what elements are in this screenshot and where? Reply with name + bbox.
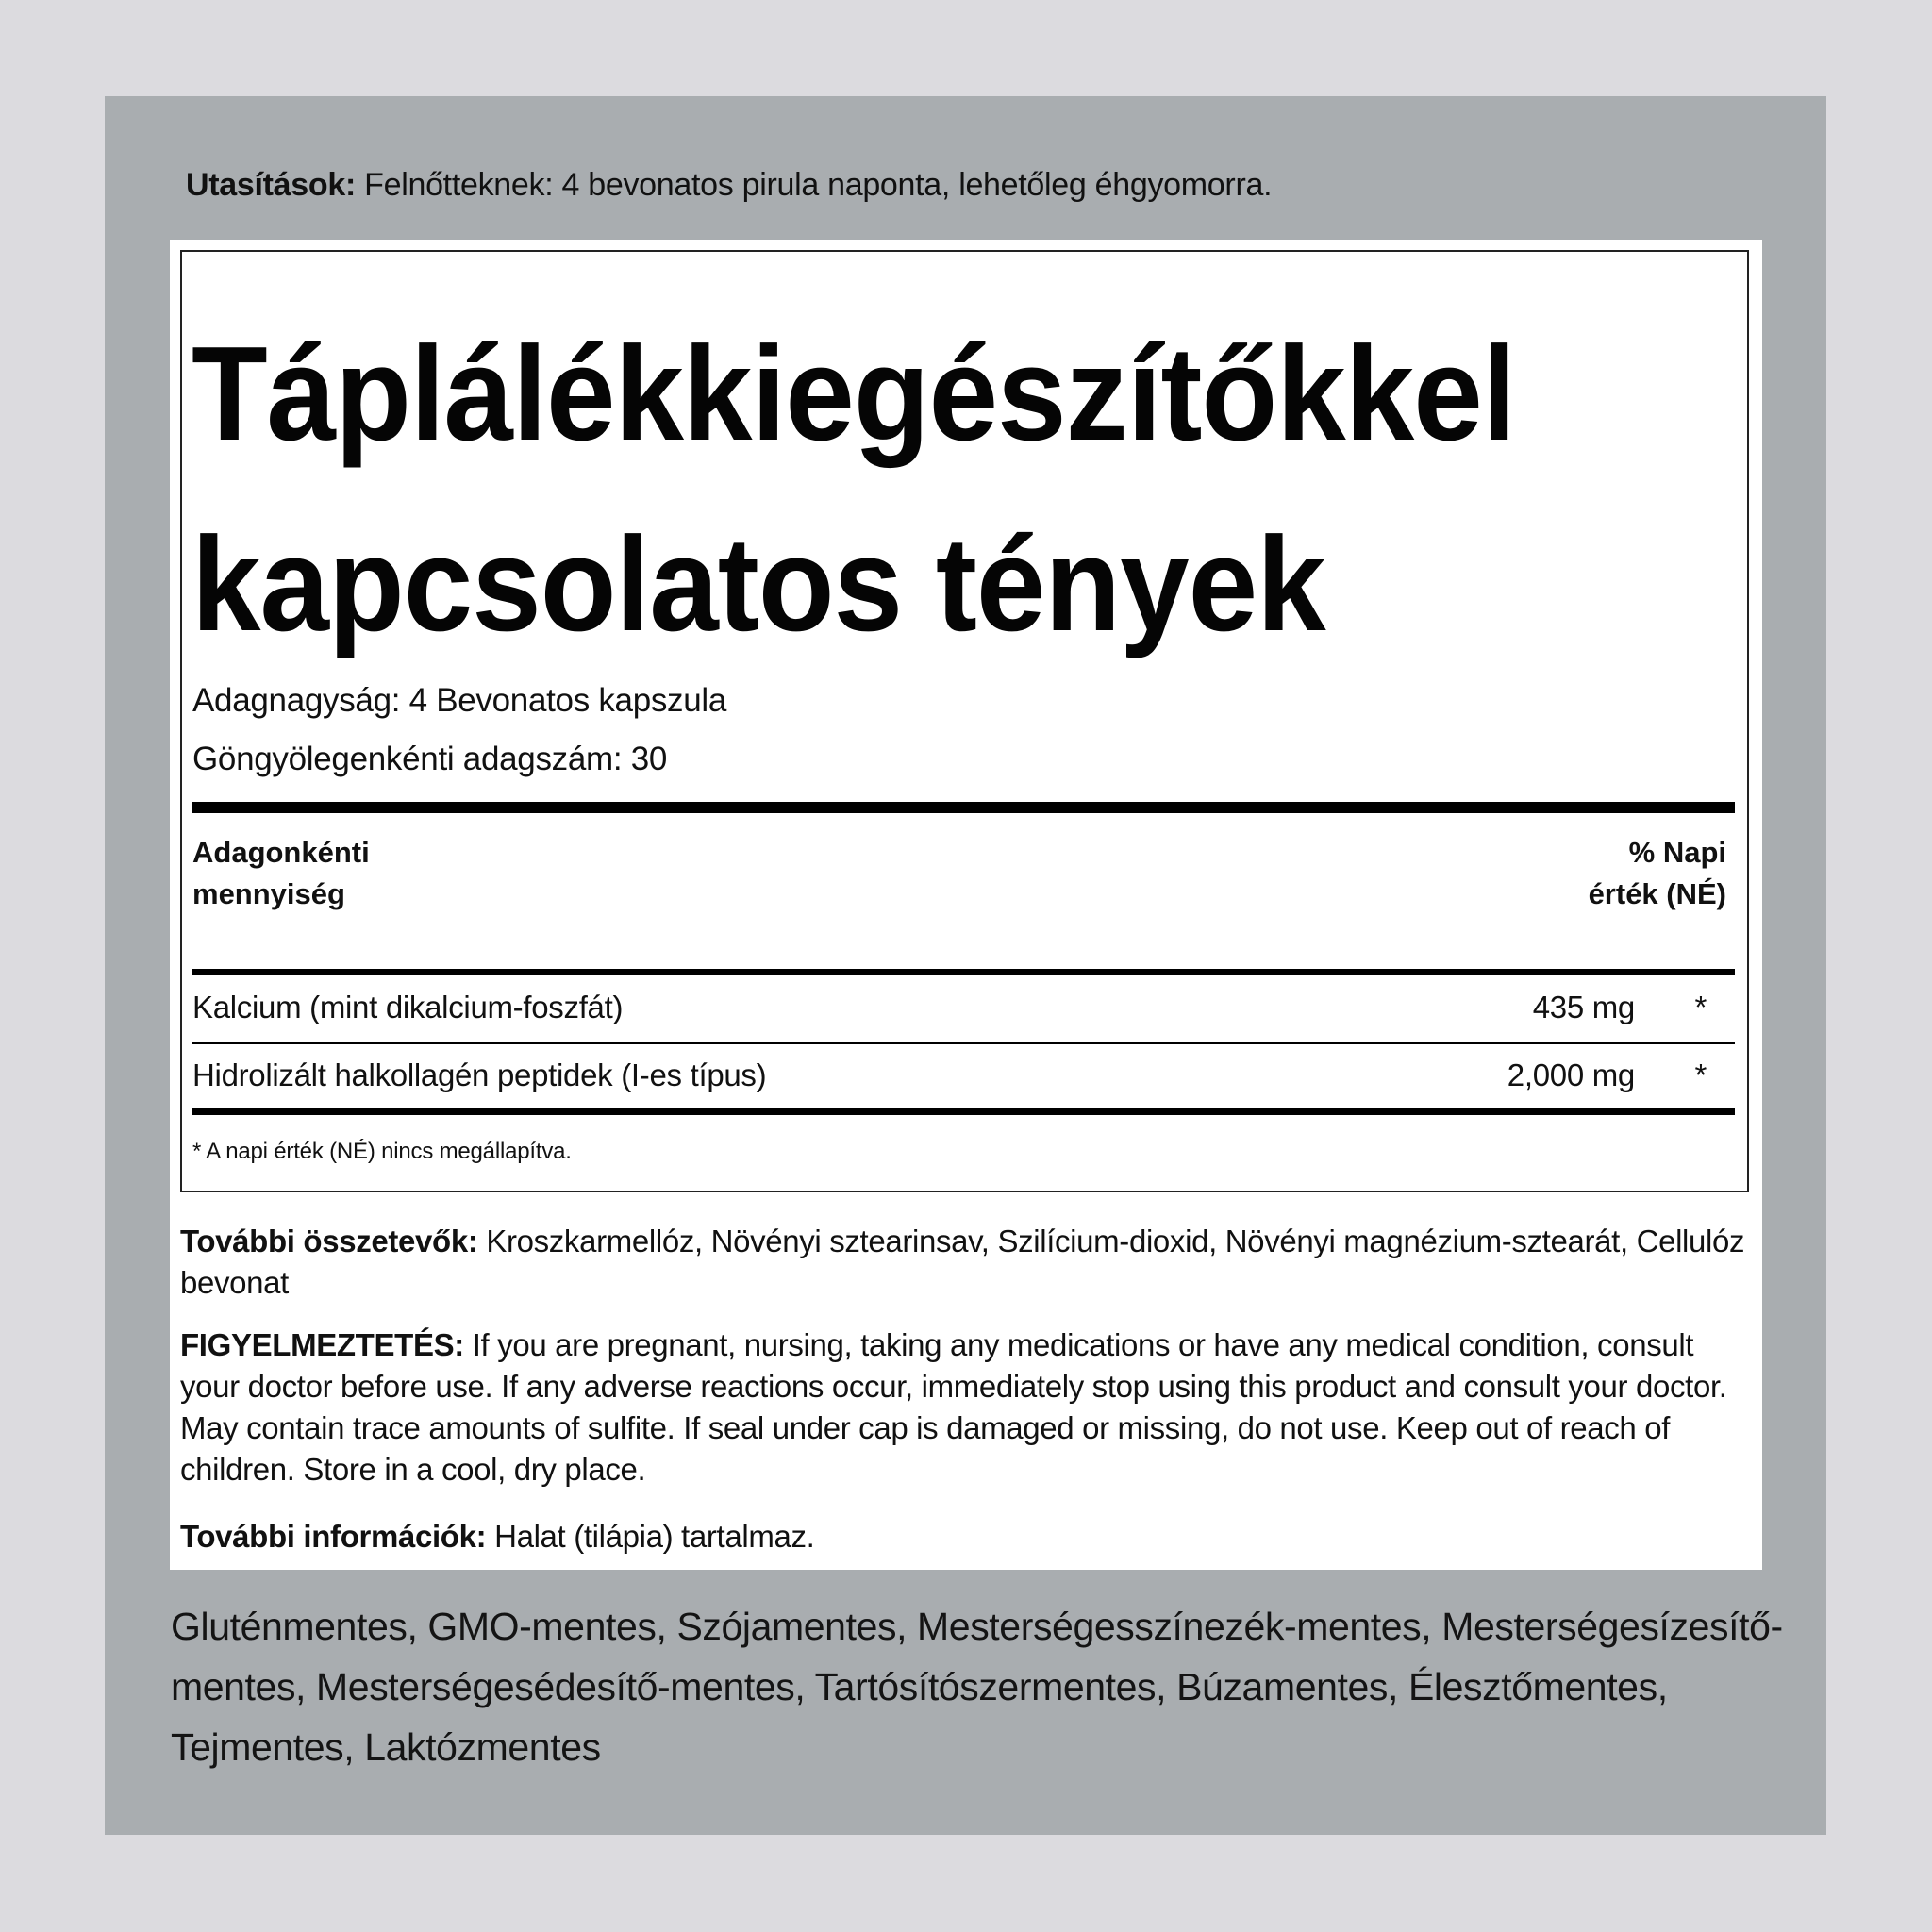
additional-info: [180, 1516, 1746, 1557]
label-panel: [105, 96, 1826, 1835]
serving-size: Adagnagyság: 4 Bevonatos kapszula: [192, 682, 727, 719]
nutrient-row: [192, 1046, 1725, 1103]
directions: [186, 166, 1790, 205]
warning: [180, 1324, 1746, 1491]
supplement-facts-box: [180, 250, 1749, 1192]
row-divider: [192, 1042, 1735, 1044]
warning-text: If you are pregnant, nursing, taking any medications or have any medical condition, consult your doctor before use. If any adverse reactions occur, immediately stop using this product and consult your doctor. May contain trace amounts of sulfite. If seal under cap is damaged or missing, do not use. Keep out of reach of children. Store in a cool, dry place.: [180, 1327, 1727, 1487]
warning-label: FIGYELMEZTETÉS:: [180, 1327, 464, 1362]
info-card: [170, 240, 1762, 1570]
nutrient-daily-value: *: [1694, 1058, 1707, 1092]
nutrient-name: Kalcium (mint dikalcium-foszfát): [192, 990, 624, 1024]
nutrient-name: Hidrolizált halkollagén peptidek (I-es típus): [192, 1058, 767, 1092]
other-ingredients-label: További összetevők:: [180, 1224, 478, 1258]
servings-per-container: Göngyölegenkénti adagszám: 30: [192, 741, 668, 777]
nutrient-amount: 2,000 mg: [1507, 1058, 1635, 1092]
facts-title-line-1: Táplálékkiegészítőkkel: [192, 319, 1516, 469]
nutrient-daily-value: *: [1694, 990, 1707, 1024]
other-ingredients-text: Kroszkarmellóz, Növényi sztearinsav, Szilícium-dioxid, Növényi magnézium-sztearát, Cellulóz bevonat: [180, 1224, 1745, 1300]
directions-label: Utasítások:: [186, 167, 356, 203]
thick-divider: [192, 802, 1735, 813]
header-amount-per-serving: Adagonkénti mennyiség: [192, 836, 370, 910]
medium-divider: [192, 1108, 1735, 1115]
medium-divider: [192, 969, 1735, 975]
free-from-claims: Gluténmentes, GMO-mentes, Szójamentes, Mesterségesszínezék-mentes, Mesterségesízesítő-mentes, Mesterségesédesítő-mentes, Tartósítószermentes, Búzamentes, Élesztőmentes, Tejmentes, Laktózmentes: [171, 1605, 1783, 1769]
nutrient-amount: 435 mg: [1532, 990, 1635, 1024]
header-daily-value: % Napi érték (NÉ): [1588, 836, 1726, 910]
additional-info-label: További információk:: [180, 1519, 487, 1554]
directions-text: Felnőtteknek: 4 bevonatos pirula naponta, lehetőleg éhgyomorra.: [355, 167, 1273, 203]
facts-title-line-2: kapcsolatos tények: [192, 509, 1325, 659]
other-ingredients: [180, 1221, 1746, 1304]
additional-info-text: Halat (tilápia) tartalmaz.: [486, 1519, 815, 1554]
facts-title: [192, 299, 1640, 680]
daily-value-footnote: * A napi érték (NÉ) nincs megállapítva.: [192, 1139, 572, 1164]
nutrient-row: [192, 978, 1725, 1035]
